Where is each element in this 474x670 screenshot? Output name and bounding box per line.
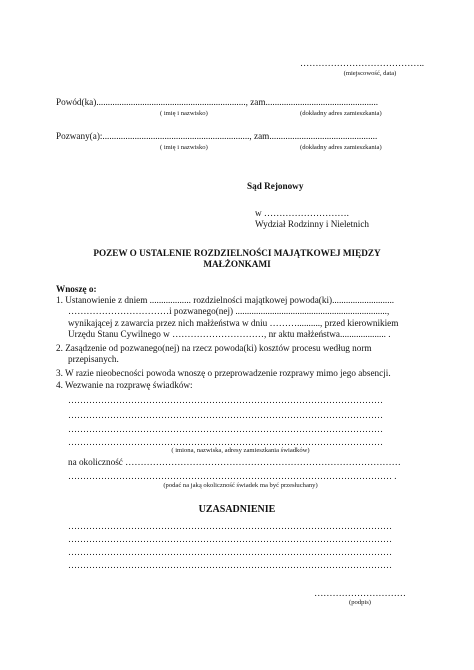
place-date-line: ………………………………….. (300, 58, 425, 68)
claim-2-line-2: przepisanych. (68, 354, 119, 364)
plaintiff-address-caption: (dokładny adres zamieszkania) (300, 110, 382, 117)
document-title-line2: MAŁŻONKAMI (203, 259, 271, 269)
place-date-caption: (miejscowość, data) (343, 70, 397, 77)
claim-4-line-1: 4. Wezwanie na rozprawę świadków: (56, 380, 193, 390)
document-title-line1: POZEW O USTALENIE ROZDZIELNOŚCI MAJĄTKOWEJ MIĘDZY (93, 248, 381, 258)
justification-heading: UZASADNIENIE (198, 504, 276, 515)
claim-1-line-1: 1. Ustanowienie z dniem .................. rozdzielności majątkowej powoda(ki)........................... (56, 295, 395, 305)
court-name: Sąd Rejonowy (247, 181, 304, 191)
court-department: Wydział Rodzinny i Nieletnich (255, 219, 370, 229)
claim-2-line-1: 2. Zasądzenie od pozwanego(nej) na rzecz powoda(ki) kosztów procesu według norm (56, 343, 372, 353)
witness-line: …………………………………………………………………………………………… (68, 424, 383, 434)
signature-caption: (podpis) (349, 599, 371, 606)
defendant-address-caption: (dokładny adres zamieszkania) (300, 144, 382, 151)
circumstance-caption: (podać na jaką okoliczność świadek ma być przesłuchany) (163, 482, 318, 489)
witness-line: …………………………………………………………………………………………… (68, 395, 383, 405)
defendant-name-caption: ( imię i nazwisko) (160, 144, 208, 151)
defendant-line: Pozwany(a):................................................................, zam............................................... (56, 131, 378, 141)
justification-line: ……………………………………………………………………………………………… (68, 534, 392, 544)
claims-heading: Wnoszę o: (56, 284, 97, 294)
circumstance-line: na okoliczność ……………………………………………………………………………… (68, 457, 401, 467)
court-location: w ………………………. (255, 208, 349, 218)
circumstance-line-2: ……………………………………………………………………………………………… . (68, 471, 397, 481)
justification-line: ……………………………………………………………………………………………… (68, 521, 392, 531)
claim-1-line-2: ……………………………i pozwanego(nej) .................................................................., (68, 306, 390, 316)
witness-line: …………………………………………………………………………………………… (68, 437, 383, 447)
claim-3-line-1: 3. W razie nieobecności powoda wnoszę o przeprowadzenie rozprawy mimo jego absencji. (56, 368, 391, 378)
witness-line: …………………………………………………………………………………………… (68, 410, 383, 420)
claim-1-line-3: wynikającej z zawarcia przez nich małżeństwa w dniu ……….........., przed kierownikiem (68, 318, 399, 328)
claim-1-line-4: Urzędu Stanu Cywilnego w …………………………, nr aktu małżeństwa.................... . (68, 329, 391, 339)
signature-line: ………………………… (314, 588, 406, 598)
justification-line: ……………………………………………………………………………………………… (68, 560, 392, 570)
witness-caption: ( imiona, nazwiska, adresy zamieszkania świadków) (171, 447, 310, 454)
plaintiff-line: Powód(ka)................................................................., zam................................................. (56, 97, 379, 107)
justification-line: ……………………………………………………………………………………………… (68, 547, 392, 557)
plaintiff-name-caption: ( imię i nazwisko) (160, 110, 208, 117)
